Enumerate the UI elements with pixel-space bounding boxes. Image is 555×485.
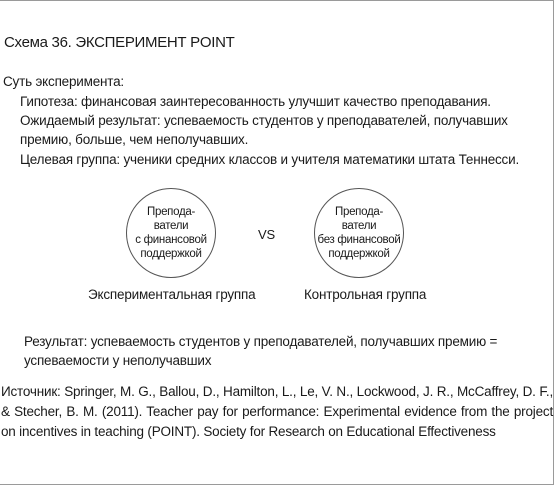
- experimental-group-caption: Экспериментальная группа: [88, 287, 256, 302]
- scheme-title: Схема 36. ЭКСПЕРИМЕНТ POINT: [4, 34, 235, 51]
- source-citation: Источник: Springer, M. G., Ballou, D., Hamilton, L., Le, V. N., Lockwood, J. R., McCaffrey, D. F., & Stecher, B. M. (2011). Teacher pay for performance: Experimental evidence from the project on incentives in teaching (POINT). Society for Research on Educational Effectiveness: [1, 384, 553, 439]
- right-circle-line: ватели: [341, 220, 377, 232]
- right-circle-line: Препода-: [335, 206, 383, 218]
- right-circle-line: поддержкой: [328, 248, 390, 260]
- expected-result-line2: премию, больше, чем неполучавших.: [20, 132, 249, 147]
- left-circle-line: Препода-: [147, 206, 195, 218]
- control-group-circle: [314, 188, 404, 278]
- left-circle-line: ватели: [153, 220, 189, 232]
- result-line1: Результат: успеваемость студентов у преподавателей, получавших премию =: [24, 334, 498, 349]
- target-group-text: Целевая группа: ученики средних классов и учителя математики штата Теннесси.: [20, 152, 519, 167]
- expected-result-line1: Ожидаемый результат: успеваемость студентов у преподавателей, получавших: [20, 113, 508, 128]
- vs-label: VS: [258, 227, 275, 242]
- control-group-caption: Контрольная группа: [304, 287, 427, 302]
- experimental-group-circle: [126, 188, 216, 278]
- result-line2: успеваемости у неполучавших: [24, 353, 212, 368]
- hypothesis-text: Гипотеза: финансовая заинтересованность улучшит качество преподавания.: [20, 94, 491, 109]
- left-circle-line: поддержкой: [140, 248, 202, 260]
- right-circle-line: без финансовой: [317, 234, 401, 246]
- essence-heading: Суть эксперимента:: [3, 74, 124, 89]
- left-circle-line: с финансовой: [135, 234, 207, 246]
